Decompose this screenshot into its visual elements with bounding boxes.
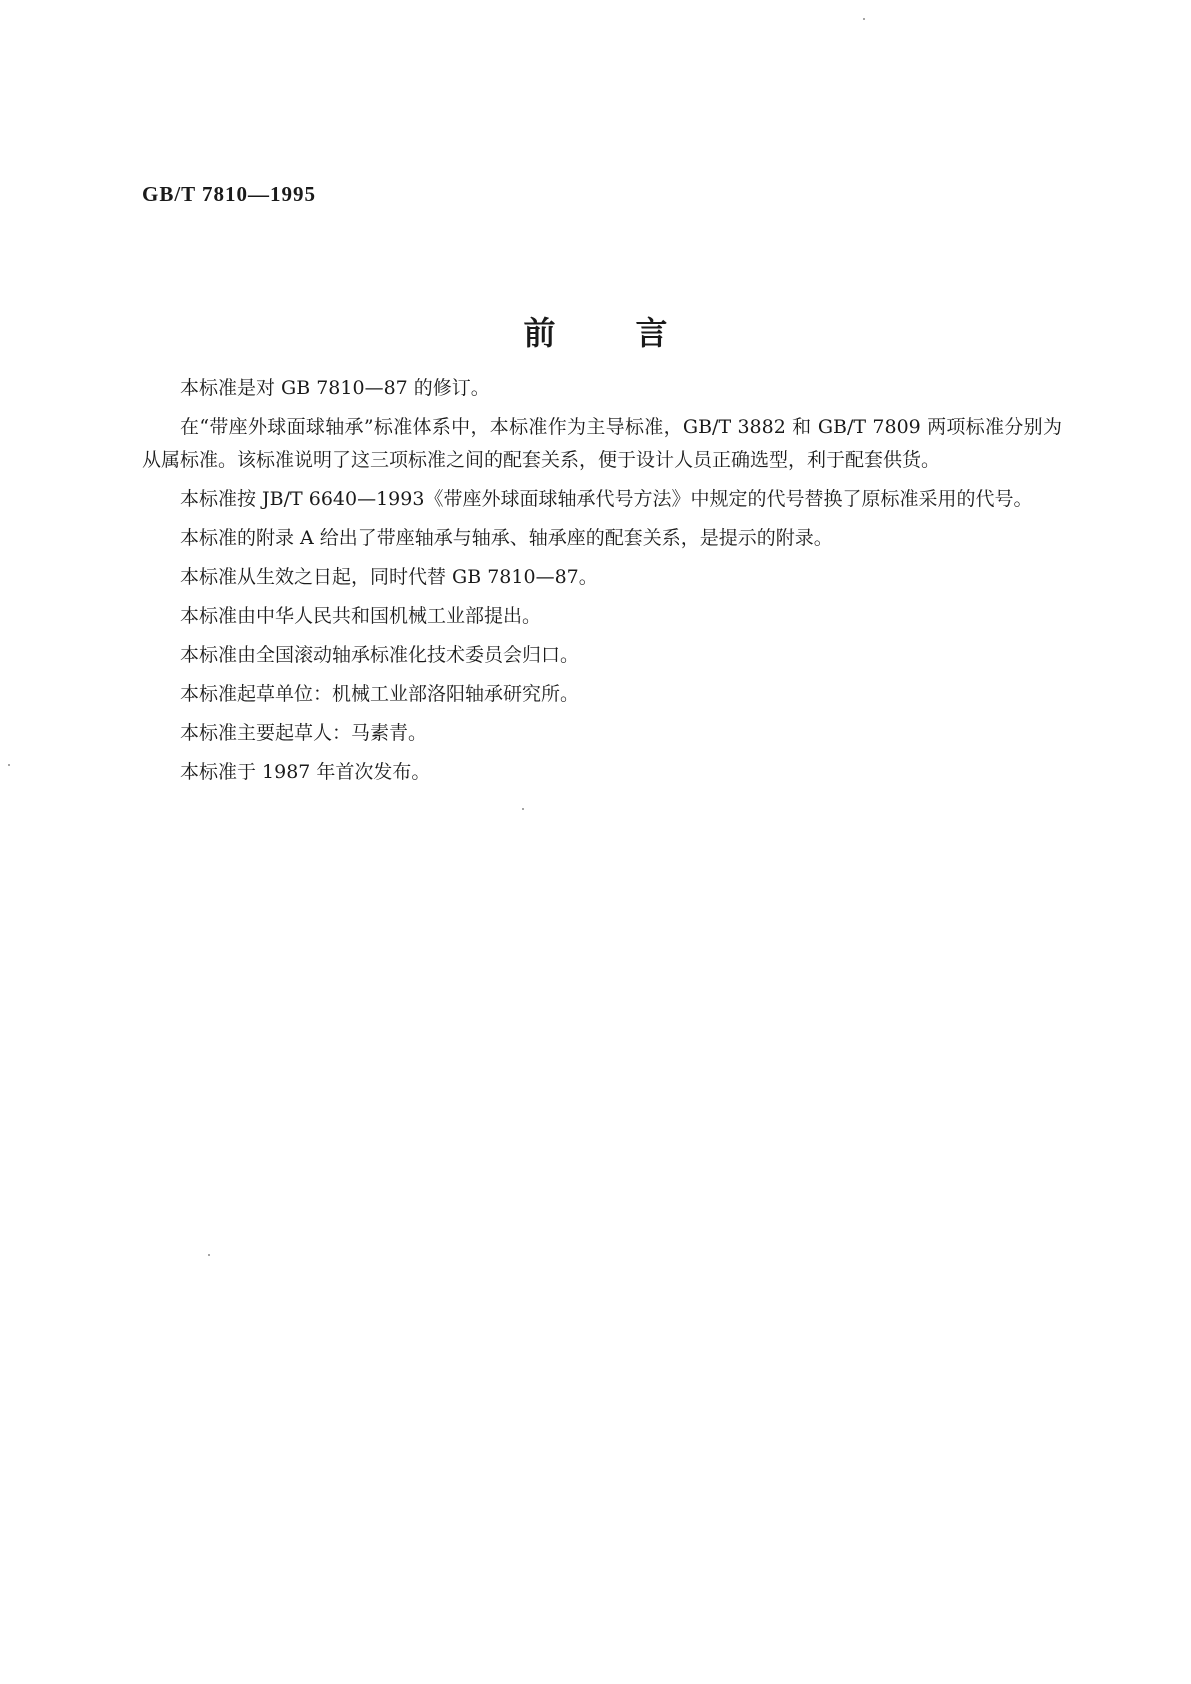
paragraph: 本标准于 1987 年首次发布。 [180, 761, 431, 783]
paragraph: 本标准起草单位：机械工业部洛阳轴承研究所。 [180, 683, 580, 705]
scan-speckle [522, 808, 524, 810]
paragraph: 在“带座外球面球轴承”标准体系中，本标准作为主导标准，GB/T 3882 和 GB/T 7809 两项标准分别为从属标准。该标准说明了这三项标准之间的配套关系，便于设计人员正确选型，利于配套供货。 [142, 416, 1062, 471]
paragraph: 本标准从生效之日起，同时代替 GB 7810—87。 [180, 566, 598, 588]
scan-speckle [208, 1254, 210, 1256]
foreword-body [142, 372, 1062, 795]
paragraph: 本标准由全国滚动轴承标准化技术委员会归口。 [180, 644, 580, 666]
scan-speckle [863, 18, 865, 20]
page-title: 前言 [523, 314, 748, 352]
paragraph: 本标准按 JB/T 6640—1993《带座外球面球轴承代号方法》中规定的代号替换了原标准采用的代号。 [180, 488, 1033, 510]
paragraph: 本标准主要起草人：马素青。 [180, 722, 428, 744]
document-code: GB/T 7810—1995 [142, 182, 317, 206]
paragraph: 本标准是对 GB 7810—87 的修订。 [180, 377, 490, 399]
paragraph: 本标准的附录 A 给出了带座轴承与轴承、轴承座的配套关系，是提示的附录。 [180, 527, 833, 549]
paragraph: 本标准由中华人民共和国机械工业部提出。 [180, 605, 542, 627]
scan-speckle [8, 764, 10, 766]
